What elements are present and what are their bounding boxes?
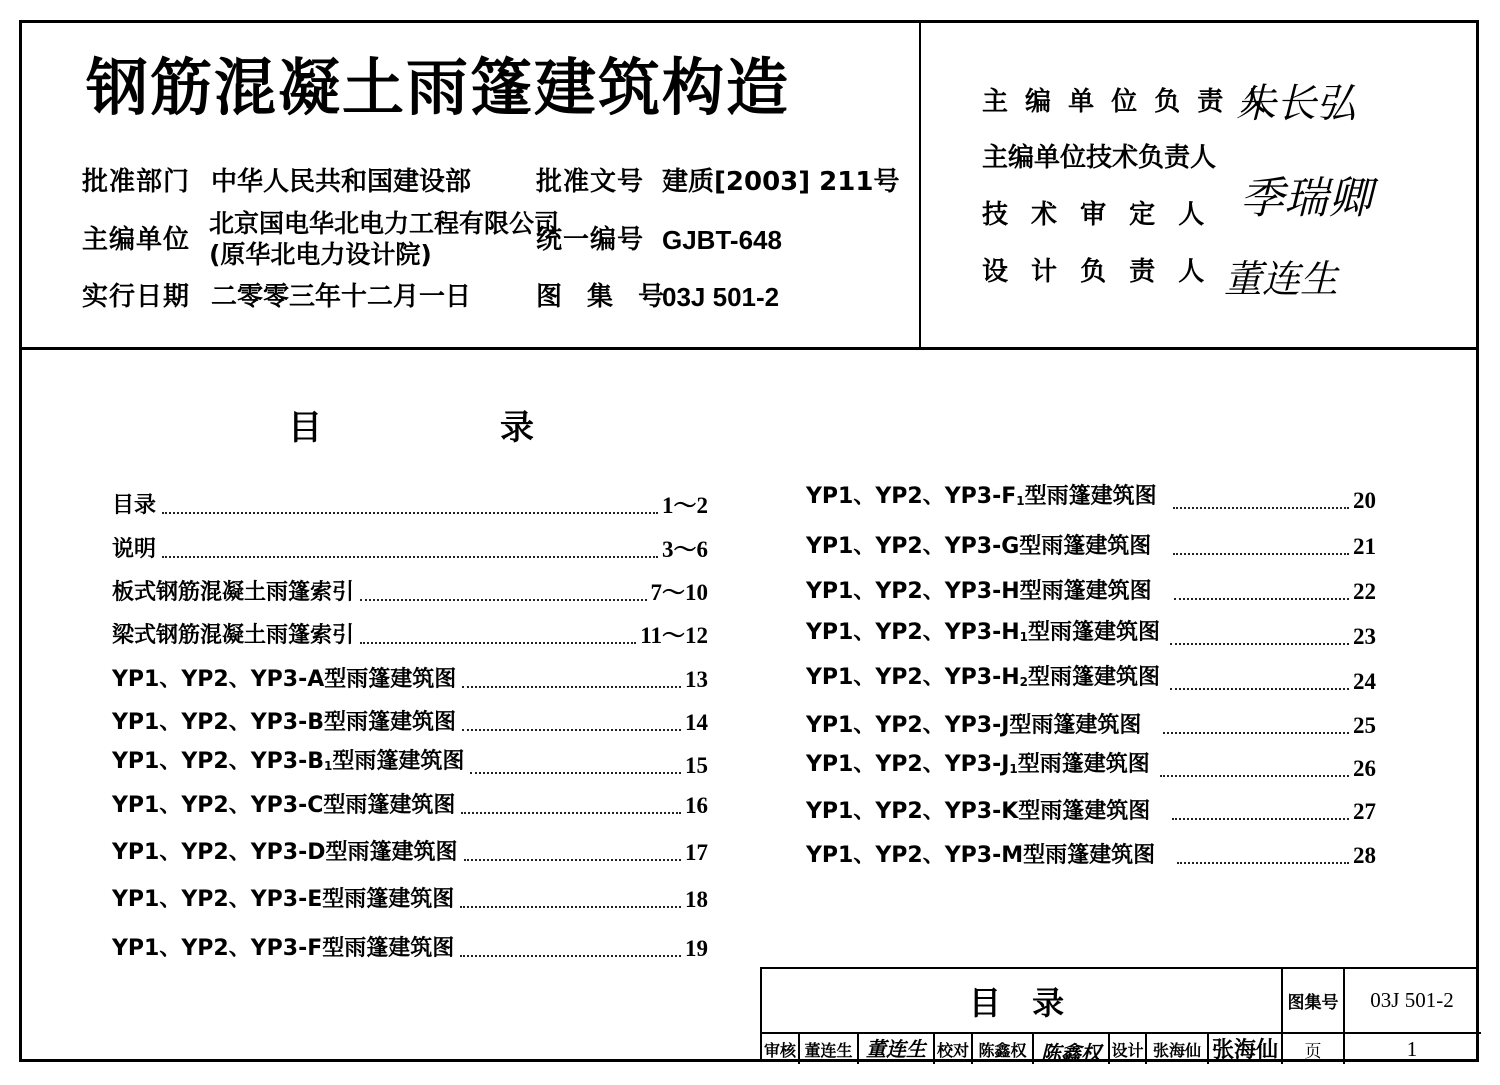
title-block [760,967,1479,1065]
chief-unit-head-label: 主 编 单 位 负 责 人 [982,87,1271,117]
toc-item-title: YP1、YP2、YP3-B [112,710,324,735]
approval-doc-label: 批准文号 [536,167,645,197]
toc-item-page: 23 [1353,624,1376,649]
editor-unit-label: 主编单位 [82,225,191,255]
design-head-label: 设 计 负 责 人 [982,257,1212,287]
toc-item[interactable] [806,712,1376,740]
effective-date-label: 实行日期 [82,282,191,312]
toc-item-suffix: 型雨篷建筑图 [1017,752,1150,777]
toc-item[interactable] [806,484,1376,515]
leader-dots [1173,553,1349,555]
atlas-number-label: 图 集 号 [536,282,673,312]
leader-dots [460,955,681,957]
header-divider [19,347,1479,350]
leader-dots [1172,818,1349,820]
toc-item-title: YP1、YP2、YP3-D [112,840,326,865]
leader-dots [1160,775,1349,777]
toc-item-page: 14 [685,710,708,735]
toc-heading-left: 目 [288,408,322,448]
toc-item-subscript: 1 [1016,494,1025,508]
toc-item-suffix: 型雨篷建筑图 [1019,579,1152,604]
toc-item[interactable] [112,622,708,650]
toc-item-page: 21 [1353,534,1376,559]
approval-dept-value: 中华人民共和国建设部 [211,167,472,197]
toc-item[interactable] [112,839,708,867]
leader-dots [1173,507,1349,509]
toc-item-suffix: 型雨篷建筑图 [1009,713,1142,738]
toc-item[interactable] [112,792,708,820]
toc-item-page: 19 [685,936,708,961]
toc-item-title: YP1、YP2、YP3-F [806,484,1017,509]
chief-unit-head-signature: 朱长弘 [1236,81,1356,127]
toc-item[interactable] [806,620,1376,651]
editor-unit-value-line2: (原华北电力设计院) [209,240,432,269]
toc-item[interactable] [112,749,708,780]
atlas-number-value: 03J 501-2 [662,282,780,312]
toc-item-page: 7～10 [650,580,708,605]
designer-signature: 张海仙 [1211,1037,1278,1063]
toc-item[interactable] [806,842,1376,870]
toc-item-title: 说明 [112,537,157,562]
check-label: 校对 [936,1040,969,1060]
toc-right-column [806,484,1376,870]
toc-item[interactable] [112,886,708,914]
chief-unit-tech-head-label: 主编单位技术负责人 [982,143,1217,173]
atlas-number-label: 图集号 [1287,993,1339,1013]
toc-item-subscript: 1 [1009,762,1018,776]
leader-dots [162,556,658,558]
toc-item-page: 28 [1353,843,1376,868]
toc-item-suffix: 型雨篷建筑图 [1019,534,1152,559]
page-label: 页 [1304,1041,1322,1062]
toc-heading-right: 录 [500,408,534,448]
technical-reviewer-label: 技 术 审 定 人 [982,200,1212,230]
technical-reviewer-signature: 季瑞卿 [1240,173,1372,224]
toc-item-subscript: 1 [324,759,333,773]
toc-item-title: YP1、YP2、YP3-K [806,799,1019,824]
checker-name: 陈鑫权 [978,1040,1027,1060]
leader-dots [460,906,681,908]
toc-item-title: YP1、YP2、YP3-J [806,752,1010,777]
toc-item-page: 24 [1353,669,1376,694]
toc-item-suffix: 型雨篷建筑图 [323,793,456,818]
toc-item[interactable] [112,935,708,963]
toc-item-page: 3～6 [662,537,708,562]
toc-item-page: 1～2 [662,493,708,518]
toc-item[interactable] [112,709,708,737]
design-head-signature: 董连生 [1224,257,1339,301]
leader-dots [1170,643,1349,645]
toc-item-page: 16 [685,793,708,818]
review-label: 审核 [763,1040,796,1060]
toc-item-title: 梁式钢筋混凝土雨篷索引 [112,623,355,648]
toc-item-title: YP1、YP2、YP3-A [112,667,325,692]
toc-item-page: 20 [1353,488,1376,513]
leader-dots [462,729,681,731]
toc-item[interactable] [806,798,1376,826]
toc-item-title: YP1、YP2、YP3-J [806,713,1010,738]
toc-item[interactable] [806,752,1376,783]
toc-item[interactable] [806,578,1376,606]
approval-dept-label: 批准部门 [82,167,191,197]
checker-signature: 陈鑫权 [1041,1040,1101,1065]
toc-item[interactable] [112,536,708,564]
toc-item-suffix: 型雨篷建筑图 [324,667,457,692]
leader-dots [470,772,681,774]
leader-dots [360,599,646,601]
toc-item-title: YP1、YP2、YP3-F [112,936,323,961]
approval-doc-value: 建质[2003] 211号 [662,167,900,197]
toc-item[interactable] [806,665,1376,696]
toc-item-title: YP1、YP2、YP3-C [112,793,324,818]
atlas-number-value: 03J 501-2 [1370,988,1454,1012]
toc-item-suffix: 型雨篷建筑图 [324,710,457,735]
toc-item-title: YP1、YP2、YP3-E [112,887,323,912]
toc-item-title: YP1、YP2、YP3-H [806,579,1020,604]
toc-item-page: 25 [1353,713,1376,738]
toc-item-page: 22 [1353,579,1376,604]
toc-item-suffix: 型雨篷建筑图 [325,840,458,865]
toc-item-page: 27 [1353,799,1376,824]
header-vertical-divider [919,20,921,349]
toc-item[interactable] [112,579,708,607]
toc-item-subscript: 2 [1019,675,1028,689]
toc-item-page: 11～12 [640,623,708,648]
toc-item-title: YP1、YP2、YP3-H [806,620,1020,645]
reviewer-signature: 董连生 [866,1036,926,1061]
toc-item[interactable] [112,666,708,694]
toc-item-suffix: 型雨篷建筑图 [1028,620,1161,645]
toc-item-title: YP1、YP2、YP3-M [806,843,1024,868]
toc-item-title: 目录 [112,493,157,518]
leader-dots [1177,862,1349,864]
toc-item-subscript: 1 [1019,630,1028,644]
toc-item-suffix: 型雨篷建筑图 [322,887,455,912]
page-number: 1 [1406,1036,1418,1061]
toc-item-title: 板式钢筋混凝土雨篷索引 [112,580,355,605]
toc-item-page: 13 [685,667,708,692]
leader-dots [461,812,681,814]
toc-item-suffix: 型雨篷建筑图 [1023,843,1156,868]
leader-dots [360,642,636,644]
atlas-title: 钢筋混凝土雨篷建筑构造 [86,51,791,124]
leader-dots [162,512,658,514]
toc-item-page: 26 [1353,756,1376,781]
toc-item-suffix: 型雨篷建筑图 [322,936,455,961]
toc-left-column [112,492,708,963]
toc-item-suffix: 型雨篷建筑图 [1028,665,1161,690]
reviewer-name: 董连生 [804,1040,853,1060]
toc-item-suffix: 型雨篷建筑图 [1018,799,1151,824]
toc-item-suffix: 型雨篷建筑图 [332,749,465,774]
toc-item-page: 17 [685,840,708,865]
leader-dots [1174,598,1349,600]
toc-item-suffix: 型雨篷建筑图 [1024,484,1157,509]
toc-item[interactable] [112,492,708,520]
editor-unit-value-line1: 北京国电华北电力工程有限公司 [209,209,560,238]
leader-dots [462,686,681,688]
designer-name: 张海仙 [1152,1040,1201,1060]
toc-item[interactable] [806,533,1376,561]
toc-item-title: YP1、YP2、YP3-G [806,534,1020,559]
toc-item-title: YP1、YP2、YP3-B [112,749,324,774]
leader-dots [1163,732,1349,734]
toc-item-title: YP1、YP2、YP3-H [806,665,1020,690]
sheet-title: 目 录 [968,983,1075,1022]
unified-number-value: GJBT-648 [662,225,782,255]
leader-dots [1170,688,1349,690]
toc-item-page: 15 [685,753,708,778]
effective-date-value: 二零零三年十二月一日 [211,282,472,312]
leader-dots [464,859,682,861]
toc-item-page: 18 [685,887,708,912]
design-label: 设计 [1111,1040,1144,1060]
unified-number-label: 统一编号 [536,225,645,255]
